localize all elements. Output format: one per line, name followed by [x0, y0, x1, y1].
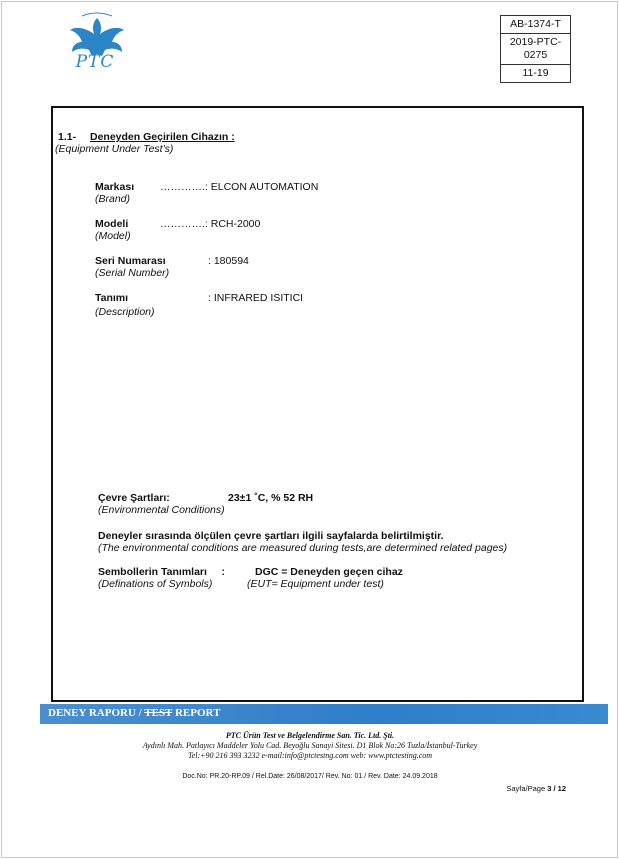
- footer-address: Aydınlı Mah. Patlayıcı Maddeler Yolu Cad. Beyoğlu Sanayi Sitesi. D1 Blok No:26 Tuzla/İstanbul-Turkey: [142, 741, 478, 750]
- serial-label: Seri Numarası: [95, 255, 166, 267]
- logo-text: PTC: [75, 52, 115, 72]
- env-sub: (Environmental Conditions): [98, 504, 225, 516]
- model-sub: (Model): [95, 230, 131, 242]
- report-banner-text: DENEY RAPORU / TEST REPORT: [48, 707, 221, 719]
- page-number: Sayfa/Page 3 / 12: [506, 784, 566, 793]
- serial-sub: (Serial Number): [95, 267, 170, 279]
- description-sub: (Description): [95, 306, 155, 318]
- serial-value: : 180594: [208, 255, 249, 267]
- model-value: ………….: RCH-2000: [160, 218, 261, 230]
- section-number: 1.1-: [58, 131, 77, 143]
- ref-code-3: 11-19: [522, 67, 549, 79]
- doc-number: Doc.No: PR.20-RP.09 / Rel.Date: 26/08/2017/ Rev. No: 01 / Rev. Date: 24.09.2018: [182, 773, 438, 780]
- footer-contact: Tel:+90 216 393 3232 e-mail:info@ptctestng.com web: www.ptctesting.com: [187, 751, 433, 760]
- env-value: 23±1 ˚C, % 52 RH: [228, 492, 314, 504]
- section-subtitle: (Equipment Under Test's): [55, 143, 174, 155]
- content-frame: [51, 106, 584, 702]
- logo-underline: [66, 72, 128, 77]
- reference-code-box: [500, 15, 571, 83]
- brand-label: Markası: [95, 181, 135, 193]
- section-title: Deneyden Geçirilen Cihazın :: [90, 131, 235, 143]
- env-note-tr: Deneyler sırasında ölçülen çevre şartları ilgili sayfalarda belirtilmiştir.: [98, 530, 444, 542]
- symbols-sub: (Definations of Symbols): [98, 578, 213, 590]
- brand-value: ………….: ELCON AUTOMATION: [160, 181, 319, 193]
- env-note-en: (The environmental conditions are measured during tests,are determined related pages): [98, 542, 508, 554]
- description-label: Tanımı: [95, 292, 129, 304]
- brand-sub: (Brand): [95, 193, 131, 205]
- model-label: Modeli: [95, 218, 129, 230]
- footer-company: PTC Ürün Test ve Belgelendirme San. Tic. Ltd. Şti.: [225, 731, 395, 740]
- symbols-value-sub: (EUT= Equipment under test): [247, 578, 384, 590]
- symbols-label: Sembollerin Tanımları :: [98, 566, 225, 578]
- ref-code-1: AB-1374-T: [501, 16, 570, 34]
- description-value: : INFRARED ISITICI: [208, 292, 304, 304]
- symbols-value: DGC = Deneyden geçen cihaz: [255, 566, 403, 578]
- ref-code-2: 2019-PTC-0275: [501, 34, 570, 65]
- env-label: Çevre Şartları:: [98, 492, 170, 504]
